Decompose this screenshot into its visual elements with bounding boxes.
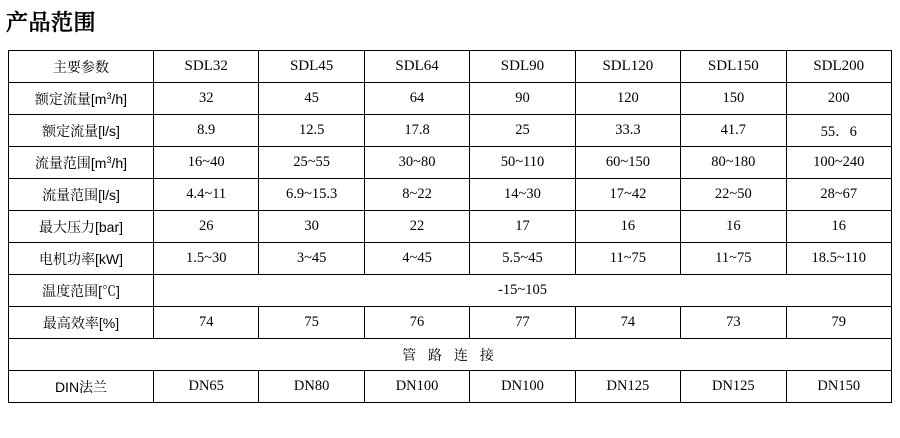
cell: DN65 — [154, 371, 259, 403]
cell: 76 — [364, 307, 469, 339]
cell: DN125 — [681, 371, 786, 403]
row-label-rated-flow-m3h — [9, 83, 154, 115]
cell: 30~80 — [364, 147, 469, 179]
cell: 1.5~30 — [154, 243, 259, 275]
cell: DN100 — [470, 371, 575, 403]
cell: DN100 — [364, 371, 469, 403]
row-label-motor-power: 电机功率[kW] — [9, 243, 154, 275]
cell: 18.5~110 — [786, 243, 891, 275]
header-cell-5: SDL120 — [575, 51, 680, 83]
header-cell-4: SDL90 — [470, 51, 575, 83]
cell: 90 — [470, 83, 575, 115]
cell: DN80 — [259, 371, 364, 403]
product-range-table — [8, 50, 892, 403]
table-row — [9, 115, 892, 147]
table-row — [9, 211, 892, 243]
row-label-max-pressure: 最大压力[bar] — [9, 211, 154, 243]
spec-table-container — [8, 50, 892, 403]
row-label-sup: 3 — [106, 90, 112, 101]
cell: 14~30 — [470, 179, 575, 211]
cell: 6.9~15.3 — [259, 179, 364, 211]
cell: 45 — [259, 83, 364, 115]
header-cell-7: SDL200 — [786, 51, 891, 83]
cell: 25~55 — [259, 147, 364, 179]
row-label-flow-range-m3h — [9, 147, 154, 179]
cell: 100~240 — [786, 147, 891, 179]
table-row — [9, 275, 892, 307]
cell: 200 — [786, 83, 891, 115]
cell: 16~40 — [154, 147, 259, 179]
cell: 22 — [364, 211, 469, 243]
cell: 4~45 — [364, 243, 469, 275]
table-row — [9, 307, 892, 339]
cell: 3~45 — [259, 243, 364, 275]
cell: 60~150 — [575, 147, 680, 179]
cell: 8~22 — [364, 179, 469, 211]
cell: 74 — [154, 307, 259, 339]
row-label-text: 额定流量[m — [34, 90, 107, 107]
document-page — [0, 6, 900, 438]
cell: 55．6 — [786, 115, 891, 147]
table-header-row — [9, 51, 892, 83]
cell: 11~75 — [681, 243, 786, 275]
table-row — [9, 179, 892, 211]
header-cell-0: 主要参数 — [9, 51, 154, 83]
cell: 26 — [154, 211, 259, 243]
header-cell-3: SDL64 — [364, 51, 469, 83]
table-row — [9, 371, 892, 403]
cell: 17~42 — [575, 179, 680, 211]
row-label-tail: /h] — [111, 154, 128, 171]
cell: 120 — [575, 83, 680, 115]
section-header-pipe-connection: 管 路 连 接 — [9, 339, 892, 371]
row-label-din-flange: DIN法兰 — [9, 371, 154, 403]
cell: 16 — [575, 211, 680, 243]
cell: 80~180 — [681, 147, 786, 179]
cell: 50~110 — [470, 147, 575, 179]
cell: 17.8 — [364, 115, 469, 147]
table-row — [9, 243, 892, 275]
cell: 73 — [681, 307, 786, 339]
header-cell-6: SDL150 — [681, 51, 786, 83]
cell: 64 — [364, 83, 469, 115]
cell: 17 — [470, 211, 575, 243]
cell: 4.4~11 — [154, 179, 259, 211]
cell: 11~75 — [575, 243, 680, 275]
cell: 16 — [786, 211, 891, 243]
cell: 16 — [681, 211, 786, 243]
table-section-row — [9, 339, 892, 371]
row-label-sup: 3 — [106, 154, 112, 165]
row-label-temperature-range: 温度范围[℃] — [9, 275, 154, 307]
header-cell-2: SDL45 — [259, 51, 364, 83]
cell: 75 — [259, 307, 364, 339]
cell: 25 — [470, 115, 575, 147]
cell: 150 — [681, 83, 786, 115]
cell: 77 — [470, 307, 575, 339]
cell: 74 — [575, 307, 680, 339]
cell: 5.5~45 — [470, 243, 575, 275]
cell-temperature-range-value: -15~105 — [154, 275, 892, 307]
cell: 22~50 — [681, 179, 786, 211]
row-label-max-efficiency: 最高效率[%] — [9, 307, 154, 339]
page-title: 产品范围 — [6, 10, 97, 35]
cell: 32 — [154, 83, 259, 115]
table-row — [9, 147, 892, 179]
row-label-tail: /h] — [111, 90, 128, 107]
cell: 8.9 — [154, 115, 259, 147]
cell: 79 — [786, 307, 891, 339]
cell: 28~67 — [786, 179, 891, 211]
row-label-rated-flow-ls: 额定流量[l/s] — [9, 115, 154, 147]
cell: 12.5 — [259, 115, 364, 147]
cell: DN150 — [786, 371, 891, 403]
cell: 30 — [259, 211, 364, 243]
cell: DN125 — [575, 371, 680, 403]
header-cell-1: SDL32 — [154, 51, 259, 83]
cell: 33.3 — [575, 115, 680, 147]
cell: 41.7 — [681, 115, 786, 147]
row-label-flow-range-ls: 流量范围[l/s] — [9, 179, 154, 211]
row-label-text: 流量范围[m — [34, 154, 107, 171]
table-row — [9, 83, 892, 115]
